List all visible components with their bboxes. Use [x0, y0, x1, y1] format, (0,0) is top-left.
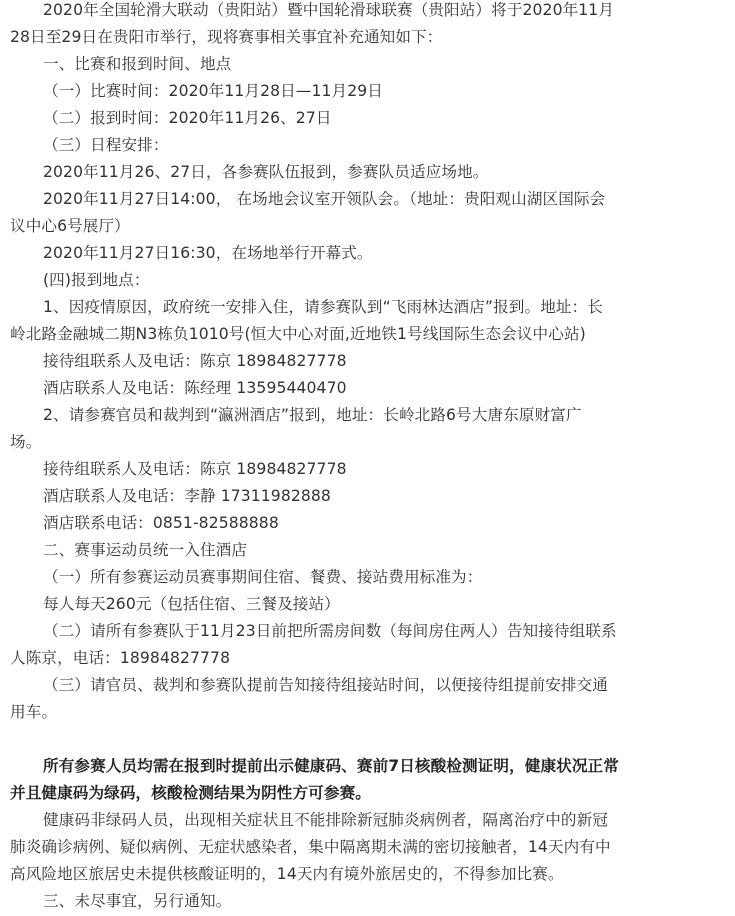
location-1-reception-contact: 接待组联系人及电话：陈京 18984827778 [43, 352, 347, 370]
schedule-heading: （三）日程安排： [43, 136, 169, 154]
paragraph-intro-line-1: 2020年全国轮滑大联动（贵阳站）暨中国轮滑球联赛（贵阳站）将于2020年11月 [43, 1, 615, 19]
paragraph-intro-line-2: 28日至29日在贵阳市举行，现将赛事相关事宜补充通知如下： [10, 28, 443, 46]
location-1-hotel-contact: 酒店联系人及电话：陈经理 13595440470 [43, 379, 347, 397]
location-1-line-2: 岭北路金融城二期N3栋负1010号(恒大中心对面,近地铁1号线国际生态会议中心站) [10, 325, 586, 343]
competition-time: （一）比赛时间：2020年11月28日—11月29日 [43, 82, 383, 100]
registration-location-heading: (四)报到地点： [43, 271, 150, 289]
location-2-reception-contact: 接待组联系人及电话：陈京 18984827778 [43, 460, 347, 478]
schedule-item-2-line-2: 议中心6号展厅） [10, 217, 130, 235]
section-heading-3: 三、未尽事宜，另行通知。 [43, 892, 232, 910]
exclusion-line-1: 健康码非绿码人员，出现相关症状且不能排除新冠肺炎病例者，隔离治疗中的新冠 [43, 811, 608, 829]
location-2-hotel-contact: 酒店联系人及电话：李静 17311982888 [43, 487, 331, 505]
exclusion-line-2: 肺炎确诊病例、疑似病例、无症状感染者，集中隔离期未满的密切接触者，14天内有中 [10, 838, 611, 856]
pickup-notice-line-2: 用车。 [10, 703, 58, 721]
registration-time: （二）报到时间：2020年11月26、27日 [43, 109, 332, 127]
pickup-notice-line-1: （三）请官员、裁判和参赛队提前告知接待组接站时间，以便接待组提前安排交通 [43, 676, 608, 694]
section-heading-2: 二、赛事运动员统一入住酒店 [43, 541, 248, 559]
room-notice-line-2: 人陈京，电话：18984827778 [10, 649, 231, 667]
exclusion-line-3: 高风险地区旅居史未提供核酸证明的，14天内有境外旅居史的，不得参加比赛。 [10, 865, 564, 883]
location-2-line-2: 场。 [10, 433, 42, 451]
fee-standard-heading: （一）所有参赛运动员赛事期间住宿、餐费、接站费用标准为： [43, 568, 483, 586]
location-2-line-1: 2、请参赛官员和裁判到“瀛洲酒店”报到，地址：长岭北路6号大唐东原财富广 [43, 406, 582, 424]
location-1-line-1: 1、因疫情原因，政府统一安排入住，请参赛队到“飞雨林达酒店”报到。地址：长 [43, 298, 603, 316]
schedule-item-3: 2020年11月27日16:30，在场地举行开幕式。 [43, 244, 373, 262]
location-2-hotel-phone: 酒店联系电话：0851-82588888 [43, 514, 279, 532]
fee-standard-value: 每人每天260元（包括住宿、三餐及接站） [43, 595, 340, 613]
health-requirement-line-2: 并且健康码为绿码，核酸检测结果为阴性方可参赛。 [10, 784, 371, 802]
schedule-item-2-line-1: 2020年11月27日14:00， 在场地会议室开领队会。（地址：贵阳观山湖区国际会 [43, 190, 606, 208]
health-requirement-line-1: 所有参赛人员均需在报到时提前出示健康码、赛前7日核酸检测证明，健康状况正常 [43, 757, 619, 775]
room-notice-line-1: （二）请所有参赛队于11月23日前把所需房间数（每间房住两人）告知接待组联系 [43, 622, 617, 640]
schedule-item-1: 2020年11月26、27日，各参赛队伍报到，参赛队员适应场地。 [43, 163, 489, 181]
section-heading-1: 一、比赛和报到时间、地点 [43, 55, 232, 73]
